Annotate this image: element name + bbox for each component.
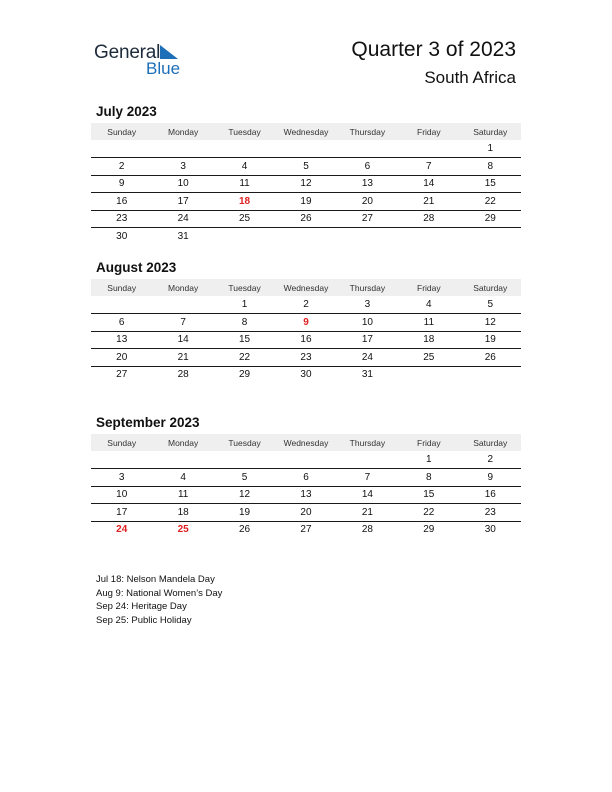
day-cell: 11 — [214, 175, 275, 193]
empty-day-cell — [91, 296, 152, 314]
country-name: South Africa — [424, 68, 516, 87]
empty-day-cell — [337, 228, 398, 245]
day-cell: 8 — [460, 158, 521, 176]
day-cell: 28 — [398, 210, 459, 228]
day-cell: 28 — [361, 524, 373, 536]
day-cell: 10 — [337, 314, 398, 332]
day-cell: 6 — [337, 158, 398, 176]
logo-text-general: General — [94, 42, 161, 63]
holiday-note: Jul 18: Nelson Mandela Day — [96, 574, 215, 585]
week-row — [91, 228, 521, 245]
empty-day-cell — [398, 366, 459, 383]
day-cell: 23 — [275, 349, 336, 367]
day-cell: 4 — [214, 158, 275, 176]
week-row — [91, 314, 521, 332]
day-cell: 21 — [152, 349, 213, 367]
day-cell: 7 — [152, 314, 213, 332]
generalblue-logo — [94, 42, 194, 78]
day-cell: 5 — [275, 158, 336, 176]
month-title: July 2023 — [96, 104, 157, 119]
day-cell: 15 — [398, 486, 459, 504]
weekday-header: Monday — [152, 434, 213, 451]
day-cell: 1 — [398, 451, 459, 469]
week-row — [91, 296, 521, 314]
day-cell: 8 — [214, 314, 275, 332]
day-cell: 17 — [91, 504, 152, 522]
empty-day-cell — [398, 140, 459, 158]
week-row — [91, 193, 521, 211]
weekday-header: Sunday — [91, 434, 152, 451]
empty-day-cell — [460, 366, 521, 383]
holiday-day-cell: 25 — [177, 524, 189, 536]
empty-day-cell — [214, 228, 275, 245]
day-cell: 30 — [484, 524, 496, 536]
weekday-header: Thursday — [337, 434, 398, 451]
week-row — [91, 140, 521, 158]
weekday-header: Tuesday — [214, 279, 275, 296]
empty-day-cell — [152, 140, 213, 158]
empty-day-cell — [275, 228, 336, 245]
day-cell: 19 — [460, 331, 521, 349]
day-cell: 19 — [214, 504, 275, 522]
empty-day-cell — [214, 140, 275, 158]
day-cell: 31 — [177, 230, 189, 242]
week-row — [91, 331, 521, 349]
holiday-note: Sep 25: Public Holiday — [96, 615, 192, 627]
day-cell: 25 — [398, 349, 459, 367]
weekday-header: Friday — [398, 434, 459, 451]
month-calendar-september — [91, 414, 521, 538]
day-cell: 14 — [398, 175, 459, 193]
day-cell: 16 — [275, 331, 336, 349]
day-cell: 8 — [398, 469, 459, 487]
empty-day-cell — [398, 228, 459, 245]
holiday-day-cell: 24 — [116, 524, 128, 536]
day-cell: 31 — [361, 369, 373, 381]
day-cell: 24 — [152, 210, 213, 228]
month-title: September 2023 — [96, 415, 200, 430]
day-cell: 12 — [275, 175, 336, 193]
day-cell: 17 — [152, 193, 213, 211]
week-row — [91, 210, 521, 228]
day-cell: 2 — [91, 158, 152, 176]
day-cell: 2 — [460, 451, 521, 469]
month-calendar-july — [91, 103, 521, 245]
day-cell: 3 — [152, 158, 213, 176]
day-cell: 7 — [337, 469, 398, 487]
week-row — [91, 158, 521, 176]
week-row — [91, 175, 521, 193]
day-cell: 23 — [460, 504, 521, 522]
day-cell: 1 — [460, 140, 521, 158]
day-cell: 11 — [152, 486, 213, 504]
weekday-header: Saturday — [460, 123, 521, 140]
weekday-header: Friday — [398, 123, 459, 140]
day-cell: 29 — [423, 524, 435, 536]
day-cell: 26 — [238, 524, 251, 536]
day-cell: 30 — [300, 369, 312, 381]
day-cell: 22 — [398, 504, 459, 522]
day-cell: 27 — [116, 369, 128, 381]
holiday-notes — [96, 573, 222, 628]
day-cell: 9 — [91, 175, 152, 193]
weekday-header-row — [91, 279, 521, 296]
day-cell: 26 — [460, 349, 521, 367]
weekday-header: Monday — [152, 279, 213, 296]
day-cell: 16 — [91, 193, 152, 211]
weekday-header: Thursday — [337, 279, 398, 296]
day-cell: 16 — [460, 486, 521, 504]
weekday-header: Sunday — [91, 279, 152, 296]
day-cell: 25 — [214, 210, 275, 228]
week-row — [91, 521, 521, 538]
empty-day-cell — [214, 451, 275, 469]
day-cell: 13 — [91, 331, 152, 349]
day-cell: 21 — [337, 504, 398, 522]
week-row — [91, 486, 521, 504]
weekday-header: Monday — [152, 123, 213, 140]
week-row — [91, 366, 521, 383]
calendar-table — [91, 279, 521, 383]
day-cell: 27 — [300, 524, 312, 536]
day-cell: 27 — [337, 210, 398, 228]
calendar-table — [91, 434, 521, 538]
day-cell: 3 — [337, 296, 398, 314]
day-cell: 12 — [460, 314, 521, 332]
weekday-header-row — [91, 123, 521, 140]
day-cell: 20 — [275, 504, 336, 522]
day-cell: 17 — [337, 331, 398, 349]
day-cell: 24 — [337, 349, 398, 367]
empty-day-cell — [152, 451, 213, 469]
weekday-header: Wednesday — [275, 279, 336, 296]
day-cell: 18 — [398, 331, 459, 349]
empty-day-cell — [337, 140, 398, 158]
weekday-header: Wednesday — [275, 434, 336, 451]
day-cell: 13 — [337, 175, 398, 193]
day-cell: 19 — [275, 193, 336, 211]
empty-day-cell — [91, 451, 152, 469]
empty-day-cell — [337, 451, 398, 469]
day-cell: 13 — [275, 486, 336, 504]
day-cell: 10 — [152, 175, 213, 193]
logo-text-blue: Blue — [146, 59, 181, 78]
day-cell: 7 — [398, 158, 459, 176]
day-cell: 4 — [398, 296, 459, 314]
day-cell: 6 — [275, 469, 336, 487]
day-cell: 11 — [398, 314, 459, 332]
day-cell: 12 — [214, 486, 275, 504]
weekday-header: Sunday — [91, 123, 152, 140]
day-cell: 4 — [152, 469, 213, 487]
day-cell: 15 — [460, 175, 521, 193]
day-cell: 15 — [214, 331, 275, 349]
week-row — [91, 504, 521, 522]
weekday-header: Friday — [398, 279, 459, 296]
holiday-note: Sep 24: Heritage Day — [96, 601, 187, 613]
day-cell: 30 — [116, 230, 128, 242]
holiday-note: Aug 9: National Women’s Day — [96, 587, 223, 599]
page-title: Quarter 3 of 2023 — [351, 38, 516, 61]
weekday-header: Tuesday — [214, 434, 275, 451]
weekday-header: Saturday — [460, 434, 521, 451]
day-cell: 2 — [275, 296, 336, 314]
day-cell: 10 — [91, 486, 152, 504]
holiday-day-cell: 9 — [275, 314, 336, 332]
week-row — [91, 349, 521, 367]
day-cell: 29 — [460, 210, 521, 228]
weekday-header: Wednesday — [275, 123, 336, 140]
calendar-table — [91, 123, 521, 245]
empty-day-cell — [460, 228, 521, 245]
weekday-header: Tuesday — [214, 123, 275, 140]
day-cell: 5 — [214, 469, 275, 487]
day-cell: 14 — [152, 331, 213, 349]
day-cell: 14 — [337, 486, 398, 504]
weekday-header: Saturday — [460, 279, 521, 296]
day-cell: 1 — [214, 296, 275, 314]
day-cell: 5 — [460, 296, 521, 314]
day-cell: 18 — [152, 504, 213, 522]
logo-triangle-icon — [160, 45, 178, 59]
holiday-day-cell: 18 — [214, 193, 275, 211]
empty-day-cell — [91, 140, 152, 158]
day-cell: 6 — [91, 314, 152, 332]
day-cell: 26 — [275, 210, 336, 228]
day-cell: 3 — [91, 469, 152, 487]
day-cell: 21 — [398, 193, 459, 211]
day-cell: 29 — [238, 369, 251, 381]
empty-day-cell — [275, 451, 336, 469]
day-cell: 22 — [214, 349, 275, 367]
week-row — [91, 451, 521, 469]
day-cell: 23 — [91, 210, 152, 228]
day-cell: 9 — [460, 469, 521, 487]
month-calendar-august — [91, 259, 521, 383]
day-cell: 20 — [337, 193, 398, 211]
weekday-header: Thursday — [337, 123, 398, 140]
week-row — [91, 469, 521, 487]
empty-day-cell — [152, 296, 213, 314]
day-cell: 28 — [177, 369, 189, 381]
day-cell: 20 — [91, 349, 152, 367]
empty-day-cell — [275, 140, 336, 158]
day-cell: 22 — [460, 193, 521, 211]
month-title: August 2023 — [96, 260, 177, 275]
weekday-header-row — [91, 434, 521, 451]
